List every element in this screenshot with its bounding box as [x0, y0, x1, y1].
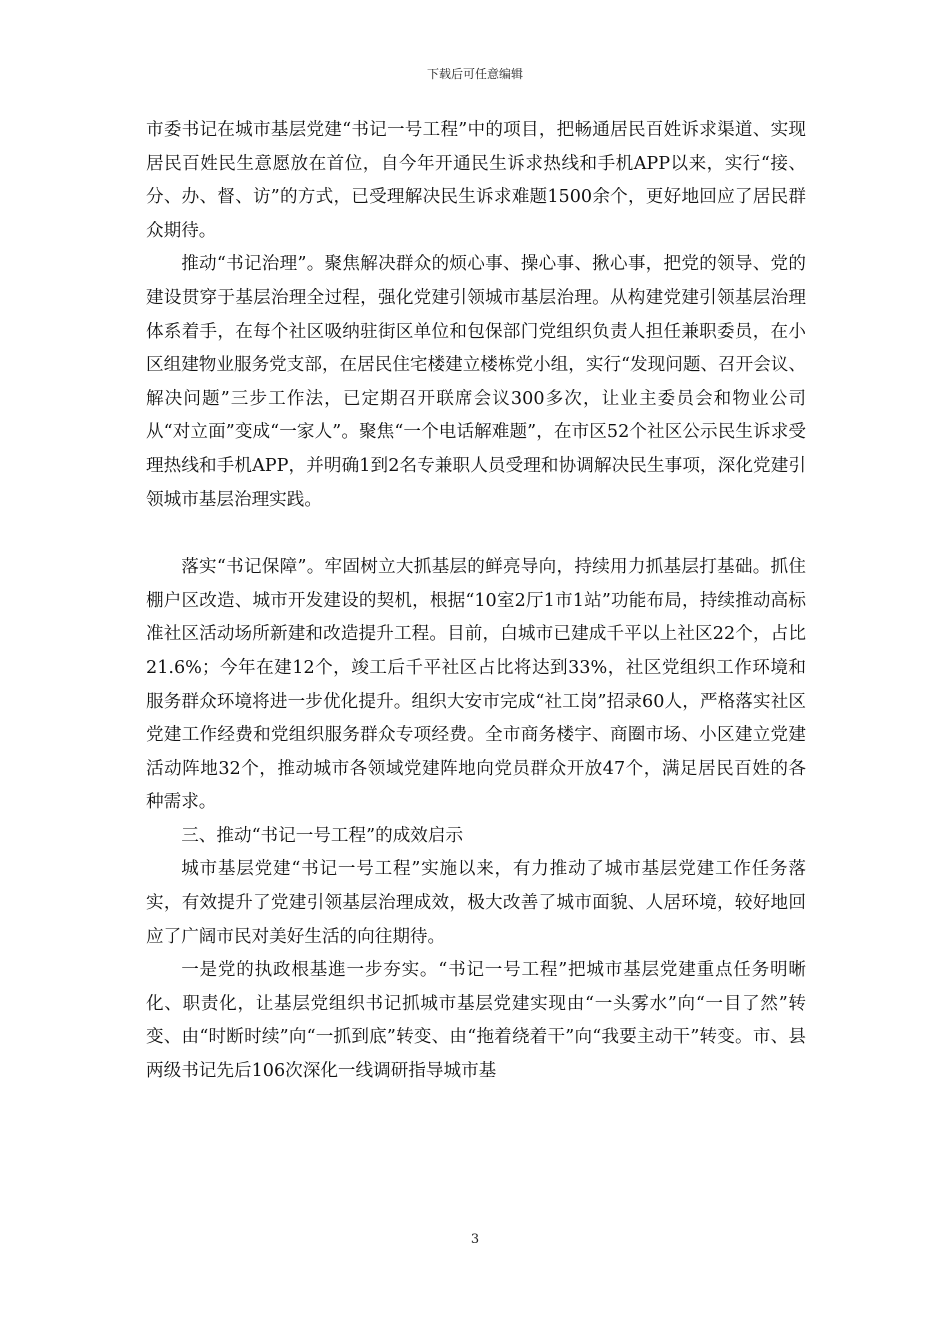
paragraph-gap	[146, 517, 806, 551]
paragraph-continuation: 市委书记在城市基层党建“书记一号工程”中的项目，把畅通居民百姓诉求渠道、实现居民百姓民生意愿放在首位，自今年开通民生诉求热线和手机APP以来，实行“接、分、办、督、访”的方式，已受理解决民生诉求难题1500余个，更好地回应了居民群众期待。	[146, 120, 806, 241]
document-body	[146, 114, 806, 1089]
page-header: 下载后可任意编辑	[426, 67, 523, 81]
page-number: 3	[470, 1232, 480, 1247]
paragraph-results-intro: 城市基层党建“书记一号工程”实施以来，有力推动了城市基层党建工作任务落实，有效提升了党建引领基层治理成效，极大改善了城市面貌、人居环境，较好地回应了广阔市民对美好生活的向往期待。	[146, 859, 806, 947]
section-heading: 三、推动“书记一号工程”的成效启示	[181, 825, 464, 846]
paragraph-point-one: 一是党的执政根基進一步夯实。“书记一号工程”把城市基层党建重点任务明晰化、职责化，让基层党组织书记抓城市基层党建实现由“一头雾水”向“一目了然”转变、由“时断时续”向“一抓到底”转变、由“拖着绕着干”向“我要主动干”转变。市、县两级书记先后106次深化一线调研指导城市基	[146, 960, 806, 1082]
paragraph-secretary-governance: 推动“书记治理”。聚焦解决群众的烦心事、操心事、揪心事，把党的领导、党的建设贯穿于基层治理全过程，强化党建引领城市基层治理。从构建党建引领基层治理体系着手，在每个社区吸纳驻街区单位和包保部门党组织负责人担任兼职委员，在小区组建物业服务党支部，在居民住宅楼建立楼栋党小组，实行“发现问题、召开会议、解决问题”三步工作法，已定期召开联席会议300多次，让业主委员会和物业公司从“对立面”变成“一家人”。聚焦“一个电话解难题”，在市区52个社区公示民生诉求受理热线和手机APP，并明确1到2名专兼职人员受理和协调解决民生事项，深化党建引领城市基层治理实践。	[146, 254, 806, 510]
paragraph-secretary-guarantee: 落实“书记保障”。牢固树立大抓基层的鲜亮导向，持续用力抓基层打基础。抓住棚户区改造、城市开发建设的契机，根据“10室2厅1市1站”功能布局，持续推动高标准社区活动场所新建和改造提升工程。目前，白城市已建成千平以上社区22个，占比21.6%；今年在建12个，竣工后千平社区占比将达到33%，社区党组织工作环境和服务群众环境将进一步优化提升。组织大安市完成“社工岗”招录60人，严格落实社区党建工作经费和党组织服务群众专项经费。全市商务楼宇、商圈市场、小区建立党建活动阵地32个，推动城市各领域党建阵地向党员群众开放47个，满足居民百姓的各种需求。	[146, 557, 806, 813]
